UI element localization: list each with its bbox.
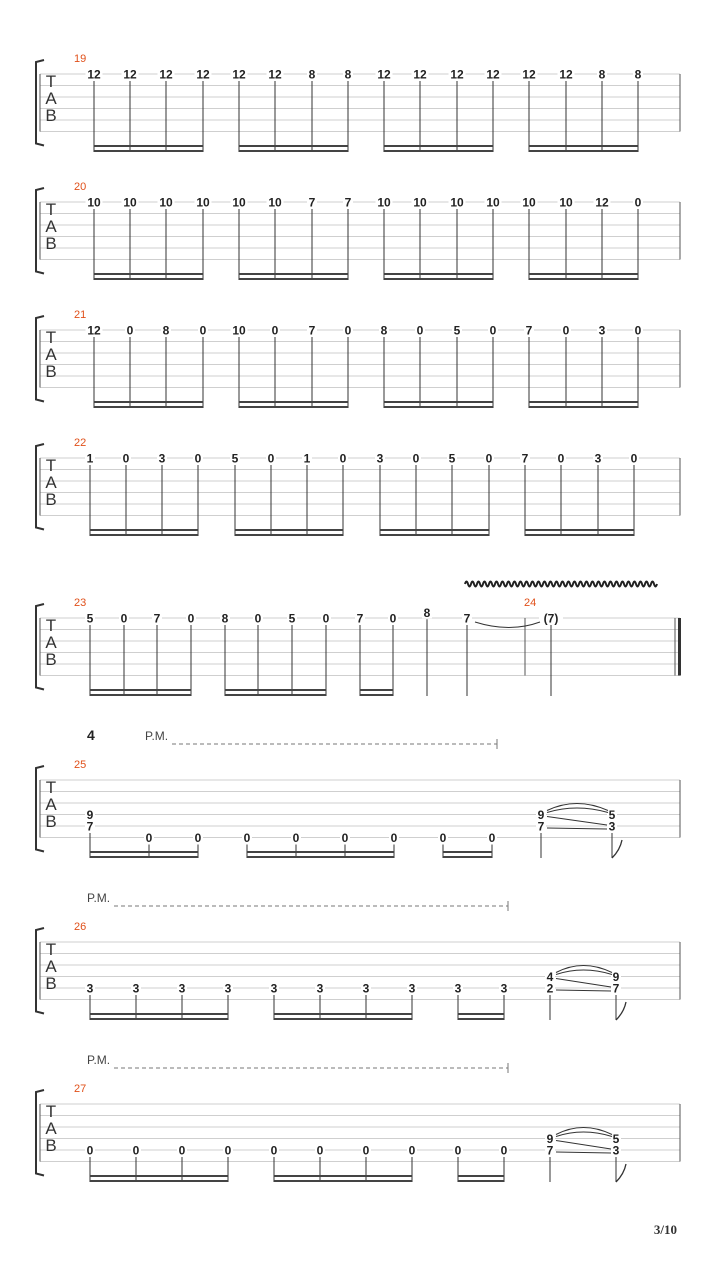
measure-number: 20 [74,181,87,193]
legato-arc [556,966,612,973]
tab-clef-letter: B [45,812,57,831]
fret-number: 7 [356,611,364,626]
fret-number: 0 [199,323,207,338]
measure-number: 26 [74,921,87,933]
fret-number: 10 [232,323,246,338]
tab-clef-letter: A [45,957,57,976]
fret-number: 10 [196,195,210,210]
legato-arc [556,1128,612,1135]
tab-clef-letter: T [45,328,57,347]
palm-mute-label-27: P.M. [87,1053,111,1067]
fret-number: 7 [525,323,533,338]
fret-number: 10 [232,195,246,210]
barline-final-thick [678,618,681,676]
fret-number: 0 [389,611,397,626]
tab-clef-letter: B [45,650,57,669]
fret-number: 7 [463,611,471,626]
fret-number: 0 [412,451,420,466]
note-flag [616,1164,626,1182]
fret-number: 3 [598,323,606,338]
tab-clef-letter: A [45,89,57,108]
fret-number: 10 [377,195,391,210]
fret-number: 12 [595,195,609,210]
fret-number: 10 [159,195,173,210]
fret-number: 5 [453,323,461,338]
fret-number: 5 [86,611,94,626]
tab-clef-letter: B [45,1136,57,1155]
fret-number: 9 [546,1132,554,1146]
fret-number: 0 [243,831,251,845]
measure-number: 27 [74,1083,87,1095]
fret-number: 3 [594,451,602,466]
fret-number: 0 [416,323,424,338]
fret-number: 12 [232,67,246,82]
fret-number: 0 [267,451,275,466]
fret-number: 3 [500,981,508,996]
fret-number: 12 [87,323,101,338]
tie-curve [475,622,540,628]
fret-number: 10 [87,195,101,210]
fret-number: 0 [390,831,398,845]
tab-clef-letter: T [45,200,57,219]
fret-number: 3 [224,981,232,996]
fret-number: 0 [224,1143,232,1158]
note-flag [612,840,622,858]
fret-number: 12 [196,67,210,82]
fret-number: 0 [500,1143,508,1158]
tab-system-27 [36,1090,680,1182]
tab-clef-letter: B [45,106,57,125]
tab-system-26 [36,928,680,1020]
fret-number: 0 [557,451,565,466]
fret-number: 0 [187,611,195,626]
fret-number: 0 [489,323,497,338]
measure-number: 22 [74,437,87,449]
fret-number: 8 [162,323,170,338]
tab-clef-letter: T [45,778,57,797]
fret-number: 3 [86,981,94,996]
fret-number: 3 [178,981,186,996]
fret-number: 5 [448,451,456,466]
tab-clef-letter: T [45,456,57,475]
legato-arc [547,808,608,813]
fret-number: 0 [344,323,352,338]
fret-number: 3 [612,1143,620,1158]
fret-number: 0 [634,195,642,210]
tab-clef-letter: A [45,345,57,364]
fret-number: 0 [439,831,447,845]
palm-mute-label-25: P.M. [145,729,169,743]
fret-number: 3 [362,981,370,996]
fret-number: 1 [86,451,94,466]
fret-number: 3 [376,451,384,466]
tab-clef-letter: T [45,940,57,959]
fret-number: 7 [86,819,94,834]
slide-line [556,1152,611,1153]
fret-number: 0 [316,1143,324,1158]
fret-number: 0 [339,451,347,466]
fret-number: 0 [634,323,642,338]
tab-system-25 [36,766,680,858]
fret-number: 10 [486,195,500,210]
tab-clef-letter: B [45,490,57,509]
fret-number: 0 [145,831,153,845]
fret-number: 7 [521,451,529,466]
fret-number: 0 [271,323,279,338]
measure-number: 21 [74,309,87,321]
tab-clef-letter: A [45,633,57,652]
fret-number: 5 [612,1132,620,1146]
slide-line [556,990,611,991]
fret-number: 0 [408,1143,416,1158]
fret-number: 12 [413,67,427,82]
tab-clef-letter: T [45,72,57,91]
fret-number: 12 [123,67,137,82]
fret-number: 0 [630,451,638,466]
note-flag [616,1002,626,1020]
time-signature: 4 [87,727,95,743]
fret-number: 10 [123,195,137,210]
fret-number: 0 [562,323,570,338]
fret-number: 0 [322,611,330,626]
tab-clef-letter: B [45,974,57,993]
fret-number: 12 [522,67,536,82]
tab-clef-letter: A [45,217,57,236]
vibrato-wavy-line [465,582,657,587]
fret-number: 12 [486,67,500,82]
fret-number: 9 [537,808,545,822]
measure-number: 25 [74,759,87,771]
fret-number: 8 [344,67,352,82]
fret-number: 0 [488,831,496,845]
fret-number: 8 [308,67,316,82]
slide-line [556,979,611,988]
measure-number: 19 [74,53,87,65]
fret-number: 3 [454,981,462,996]
fret-number: 8 [221,611,229,626]
fret-number: 7 [612,981,620,996]
fret-number: 3 [270,981,278,996]
fret-number: 12 [268,67,282,82]
slide-line [547,828,607,829]
fret-number: 12 [450,67,464,82]
tab-clef-letter: A [45,1119,57,1138]
fret-number: 12 [377,67,391,82]
fret-number: 7 [537,819,545,834]
fret-number: 0 [120,611,128,626]
fret-number: 7 [308,323,316,338]
fret-number: 9 [612,970,620,984]
legato-arc [556,1132,612,1137]
fret-number: 5 [231,451,239,466]
fret-number: 10 [522,195,536,210]
fret-number: 1 [303,451,311,466]
tab-clef-letter: A [45,795,57,814]
fret-number: 10 [413,195,427,210]
fret-number: 10 [268,195,282,210]
tab-clef-letter: B [45,234,57,253]
palm-mute-label-26: P.M. [87,891,111,905]
fret-number: 12 [159,67,173,82]
fret-number: 3 [132,981,140,996]
fret-number: 5 [608,808,616,822]
slide-line [547,817,607,826]
legato-arc [556,970,612,975]
fret-number: 5 [288,611,296,626]
fret-number: 0 [485,451,493,466]
fret-number: (7) [543,611,559,626]
fret-number: 8 [634,67,642,82]
fret-number: 12 [559,67,573,82]
fret-number: 0 [194,831,202,845]
fret-number: 10 [450,195,464,210]
fret-number: 0 [341,831,349,845]
fret-number: 4 [546,970,554,984]
legato-arc [547,804,608,811]
page-number: 3/10 [653,1222,677,1237]
fret-number: 3 [608,819,616,834]
fret-number: 0 [254,611,262,626]
fret-number: 3 [158,451,166,466]
fret-number: 12 [87,67,101,82]
fret-number: 0 [270,1143,278,1158]
tab-clef-letter: B [45,362,57,381]
fret-number: 7 [546,1143,554,1158]
fret-number: 0 [194,451,202,466]
fret-number: 7 [308,195,316,210]
fret-number: 9 [86,808,94,822]
slide-line [556,1141,611,1150]
fret-number: 7 [153,611,161,626]
fret-number: 0 [454,1143,462,1158]
measure-number: 24 [524,597,537,609]
fret-number: 8 [598,67,606,82]
fret-number: 2 [546,981,554,996]
fret-number: 8 [380,323,388,338]
fret-number: 0 [178,1143,186,1158]
fret-number: 10 [559,195,573,210]
tab-clef-letter: T [45,1102,57,1121]
measure-number: 23 [74,597,87,609]
fret-number: 0 [86,1143,94,1158]
fret-number: 7 [344,195,352,210]
fret-number: 3 [316,981,324,996]
fret-number: 3 [408,981,416,996]
tab-system-22 [36,444,680,536]
fret-number: 0 [132,1143,140,1158]
fret-number: 0 [362,1143,370,1158]
fret-number: 0 [126,323,134,338]
tab-clef-letter: A [45,473,57,492]
fret-number: 8 [423,605,431,620]
tab-clef-letter: T [45,616,57,635]
fret-number: 0 [122,451,130,466]
fret-number: 0 [292,831,300,845]
